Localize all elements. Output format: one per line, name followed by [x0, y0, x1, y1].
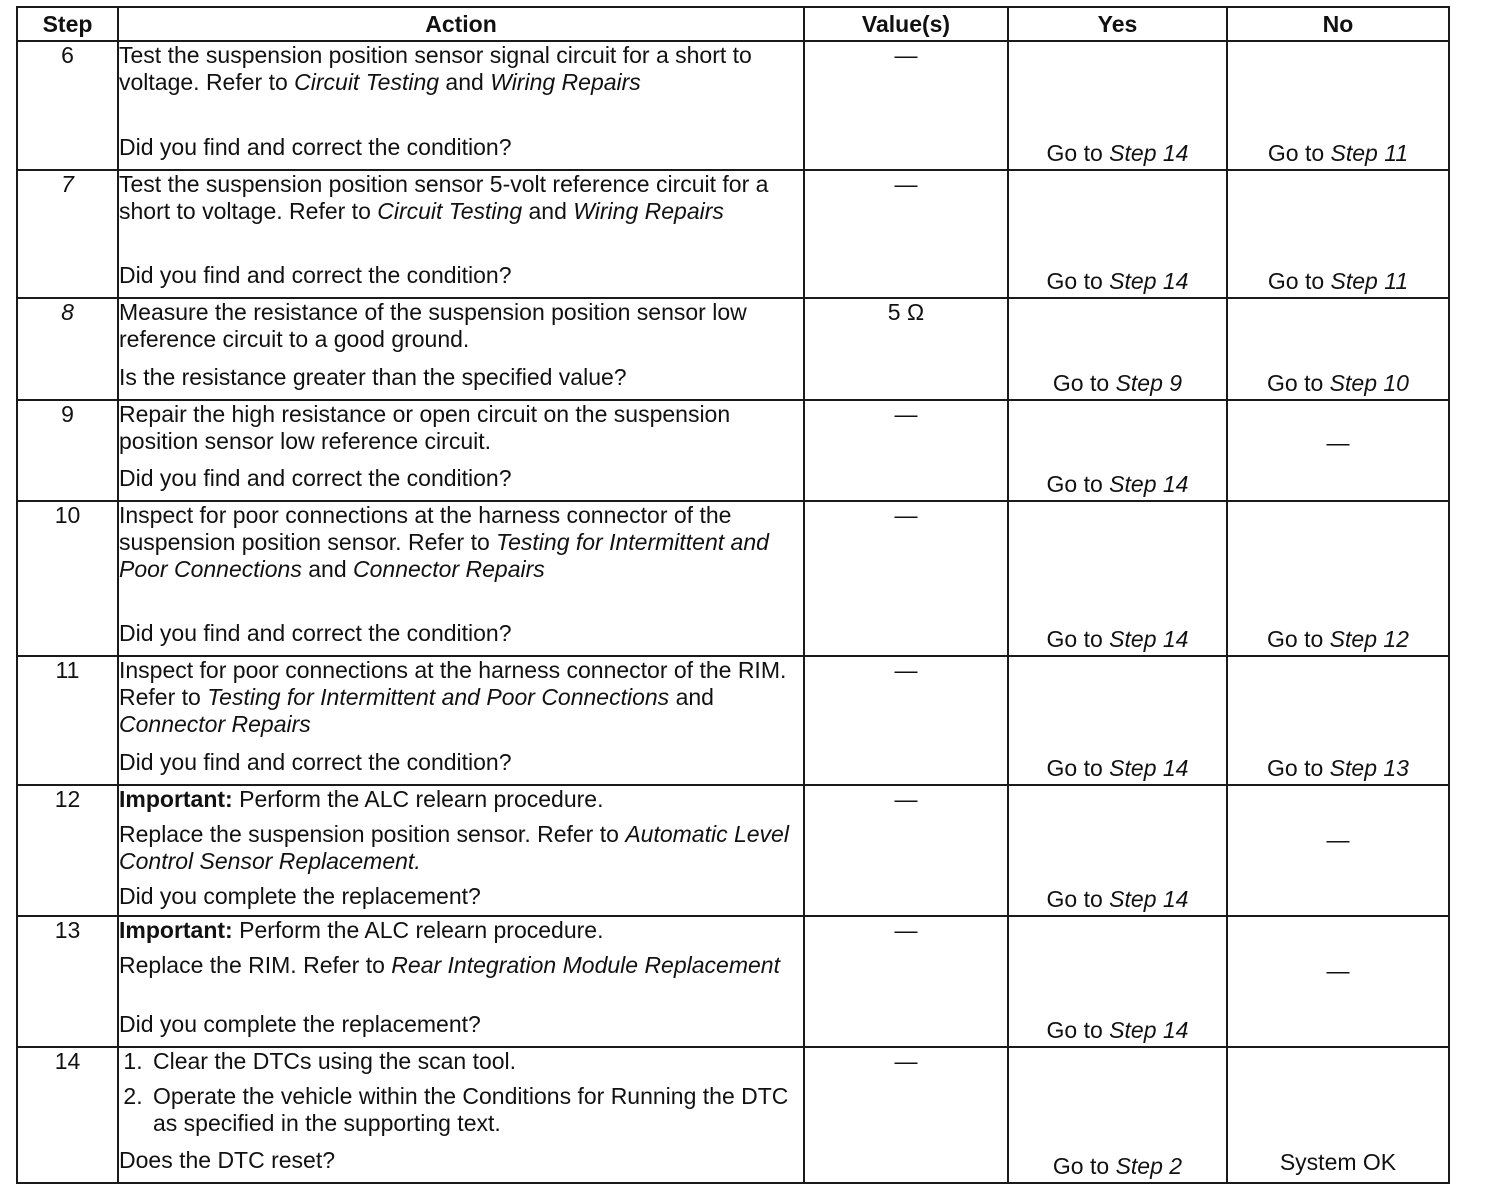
header-value: Value(s) [804, 7, 1008, 41]
value-cell: — [804, 170, 1008, 298]
action-text: Important: Perform the ALC relearn procedure. Replace the RIM. Refer to Rear Integration Module Replacement [119, 917, 803, 979]
table-row [17, 1047, 1449, 1183]
no-cell: Go to Step 12 [1227, 501, 1449, 656]
yes-cell: Go to Step 14 [1008, 501, 1227, 656]
no-cell: Go to Step 11 [1227, 41, 1449, 170]
no-cell [1227, 400, 1449, 501]
action-text [119, 1048, 803, 1137]
yes-cell: Go to Step 14 [1008, 400, 1227, 501]
action-question: Did you find and correct the condition? [119, 620, 512, 646]
action-cell [118, 501, 804, 656]
step-number: 11 [17, 656, 118, 785]
action-cell [118, 785, 804, 916]
ref-link: Automatic Level Control Sensor Replacement. [119, 821, 789, 874]
no-dash: — [1326, 429, 1350, 456]
table-row [17, 916, 1449, 1047]
ref-link: Wiring Repairs [490, 69, 641, 95]
table-row [17, 501, 1449, 656]
list-item: 1. Clear the DTCs using the scan tool. [149, 1048, 803, 1075]
yes-step-link[interactable]: Step 14 [1109, 1017, 1189, 1043]
no-cell: Go to Step 13 [1227, 656, 1449, 785]
ref-link: Testing for Intermittent and Poor Connections [119, 529, 769, 582]
no-cell: Go to Step 11 [1227, 170, 1449, 298]
table-row [17, 785, 1449, 916]
yes-step-link[interactable]: Step 14 [1109, 471, 1189, 497]
yes-step-link[interactable]: Step 9 [1115, 370, 1183, 396]
table-row [17, 400, 1449, 501]
action-question: Did you complete the replacement? [119, 883, 481, 909]
ref-link: Circuit Testing [377, 198, 523, 224]
no-step-link[interactable]: Step 11 [1330, 140, 1409, 166]
header-action: Action [118, 7, 804, 41]
important-note: Important: Perform the ALC relearn procedure. [119, 917, 604, 943]
no-dash: — [1326, 957, 1350, 984]
step-number: 7 [17, 170, 118, 298]
step-number: 6 [17, 41, 118, 170]
action-text: Inspect for poor connections at the harness connector of the RIM. Refer to Testing for Intermittent and Poor Connections and Connector Repairs [119, 657, 787, 737]
yes-cell: Go to Step 9 [1008, 298, 1227, 400]
system-ok-text: System OK [1279, 1149, 1397, 1175]
important-note: Important: Perform the ALC relearn procedure. [119, 786, 604, 812]
yes-cell: Go to Step 2 [1008, 1047, 1227, 1183]
header-row [17, 7, 1449, 41]
action-cell [118, 400, 804, 501]
header-yes: Yes [1008, 7, 1227, 41]
value-cell: — [804, 656, 1008, 785]
yes-step-link[interactable]: Step 14 [1109, 886, 1189, 912]
table-row [17, 656, 1449, 785]
action-step-list [119, 1048, 803, 1137]
step-number: 10 [17, 501, 118, 656]
step-number: 13 [17, 916, 118, 1047]
yes-step-link[interactable]: Step 14 [1109, 626, 1189, 652]
action-cell [118, 298, 804, 400]
no-step-link[interactable]: Step 13 [1329, 755, 1409, 781]
no-cell: Go to Step 10 [1227, 298, 1449, 400]
action-text: Inspect for poor connections at the harness connector of the suspension position sensor. Refer to Testing for Intermittent and Poor Connections and Connector Repairs [119, 502, 769, 582]
list-item: 2. Operate the vehicle within the Conditions for Running the DTC as specified in the supporting text. [149, 1083, 803, 1137]
no-cell [1227, 785, 1449, 916]
diagnostic-table [16, 6, 1450, 1184]
action-text: Important: Perform the ALC relearn procedure. Replace the suspension position sensor. Refer to Automatic Level Control Sensor Replacement. [119, 786, 803, 875]
action-question: Did you find and correct the condition? [119, 749, 512, 775]
table-row [17, 170, 1449, 298]
value-cell: 5 Ω [804, 298, 1008, 400]
value-cell: — [804, 400, 1008, 501]
action-cell [118, 170, 804, 298]
table-row [17, 298, 1449, 400]
step-number: 8 [17, 298, 118, 400]
action-question: Did you complete the replacement? [119, 1011, 481, 1037]
no-cell [1227, 1047, 1449, 1183]
yes-step-link[interactable]: Step 14 [1109, 140, 1189, 166]
action-question: Is the resistance greater than the specified value? [119, 364, 627, 390]
action-text: Test the suspension position sensor 5-volt reference circuit for a short to voltage. Refer to Circuit Testing and Wiring Repairs [119, 171, 769, 224]
no-step-link[interactable]: Step 12 [1329, 626, 1409, 652]
ref-link: Wiring Repairs [573, 198, 724, 224]
value-cell: — [804, 501, 1008, 656]
action-question: Does the DTC reset? [119, 1147, 336, 1173]
yes-cell: Go to Step 14 [1008, 785, 1227, 916]
ref-link: Testing for Intermittent and Poor Connections [207, 684, 670, 710]
action-cell [118, 916, 804, 1047]
yes-cell: Go to Step 14 [1008, 656, 1227, 785]
action-text: Measure the resistance of the suspension position sensor low reference circuit to a good ground. [119, 299, 747, 352]
action-question: Did you find and correct the condition? [119, 134, 512, 160]
action-text: Repair the high resistance or open circuit on the suspension position sensor low reference circuit. [119, 401, 731, 454]
action-cell [118, 1047, 804, 1183]
action-text: Test the suspension position sensor signal circuit for a short to voltage. Refer to Circuit Testing and Wiring Repairs [119, 42, 752, 95]
value-cell: — [804, 916, 1008, 1047]
value-cell: — [804, 785, 1008, 916]
step-number: 9 [17, 400, 118, 501]
yes-step-link[interactable]: Step 14 [1109, 268, 1189, 294]
no-step-link[interactable]: Step 11 [1330, 268, 1409, 294]
header-step: Step [17, 7, 118, 41]
no-dash: — [1326, 826, 1350, 853]
step-number: 12 [17, 785, 118, 916]
action-question: Did you find and correct the condition? [119, 262, 512, 288]
ref-link: Connector Repairs [119, 711, 311, 737]
header-no: No [1227, 7, 1449, 41]
step-number: 14 [17, 1047, 118, 1183]
table-row [17, 41, 1449, 170]
yes-step-link[interactable]: Step 14 [1109, 755, 1189, 781]
value-cell: — [804, 1047, 1008, 1183]
ref-link: Circuit Testing [294, 69, 440, 95]
value-cell: — [804, 41, 1008, 170]
yes-step-link[interactable]: Step 2 [1115, 1153, 1183, 1179]
ref-link: Connector Repairs [353, 556, 545, 582]
action-cell [118, 656, 804, 785]
action-question: Did you find and correct the condition? [119, 465, 512, 491]
no-step-link[interactable]: Step 10 [1329, 370, 1409, 396]
action-cell [118, 41, 804, 170]
yes-cell: Go to Step 14 [1008, 916, 1227, 1047]
yes-cell: Go to Step 14 [1008, 41, 1227, 170]
ref-link: Rear Integration Module Replacement [391, 952, 780, 978]
no-cell [1227, 916, 1449, 1047]
yes-cell: Go to Step 14 [1008, 170, 1227, 298]
